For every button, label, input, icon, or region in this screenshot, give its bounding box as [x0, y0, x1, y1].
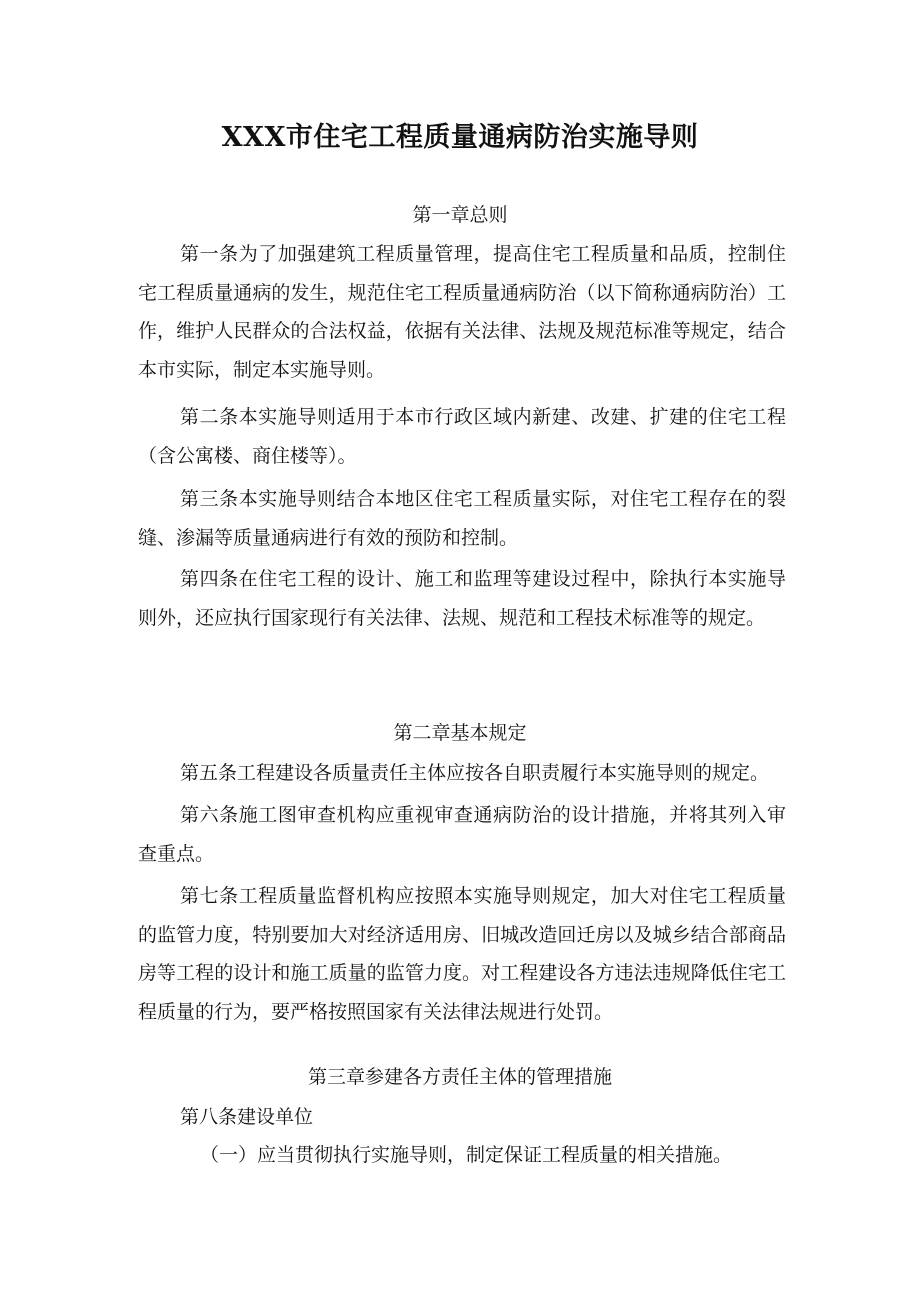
article-8-item-1: （一）应当贯彻执行实施导则，制定保证工程质量的相关措施。 [200, 1144, 733, 1166]
article-5: 第五条工程建设各质量责任主体应按各自职责履行本实施导则的规定。 [180, 762, 770, 784]
chapter-1-heading: 第一章总则 [412, 204, 508, 226]
chapter-2-heading: 第二章基本规定 [393, 722, 527, 744]
document-title: XXX市住宅工程质量通病防治实施导则 [221, 122, 699, 153]
article-2: 第二条本实施导则适用于本市行政区域内新建、改建、扩建的住宅工程（含公寓楼、商住楼等）。 [138, 406, 786, 467]
chapter-3-heading: 第三章参建各方责任主体的管理措施 [307, 1066, 612, 1088]
article-1: 第一条为了加强建筑工程质量管理，提高住宅工程质量和品质，控制住宅工程质量通病的发生，规范住宅工程质量通病防治（以下简称通病防治）工作，维护人民群众的合法权益，依据有关法律、法规及规范标准等规定，结合本市实际，制定本实施导则。 [138, 243, 786, 381]
article-3: 第三条本实施导则结合本地区住宅工程质量实际，对住宅工程存在的裂缝、渗漏等质量通病进行有效的预防和控制。 [138, 488, 786, 549]
article-7: 第七条工程质量监督机构应按照本实施导则规定，加大对住宅工程质量的监管力度，特别要加大对经济适用房、旧城改造回迁房以及城乡结合部商品房等工程的设计和施工质量的监管力度。对工程建设各方违法违规降低住宅工程质量的行为，要严格按照国家有关法律法规进行处罚。 [138, 885, 786, 1023]
article-8: 第八条建设单位 [180, 1106, 314, 1128]
article-4: 第四条在住宅工程的设计、施工和监理等建设过程中，除执行本实施导则外，还应执行国家现行有关法律、法规、规范和工程技术标准等的规定。 [138, 568, 786, 629]
article-6: 第六条施工图审查机构应重视审查通病防治的设计措施，并将其列入审查重点。 [138, 804, 786, 865]
